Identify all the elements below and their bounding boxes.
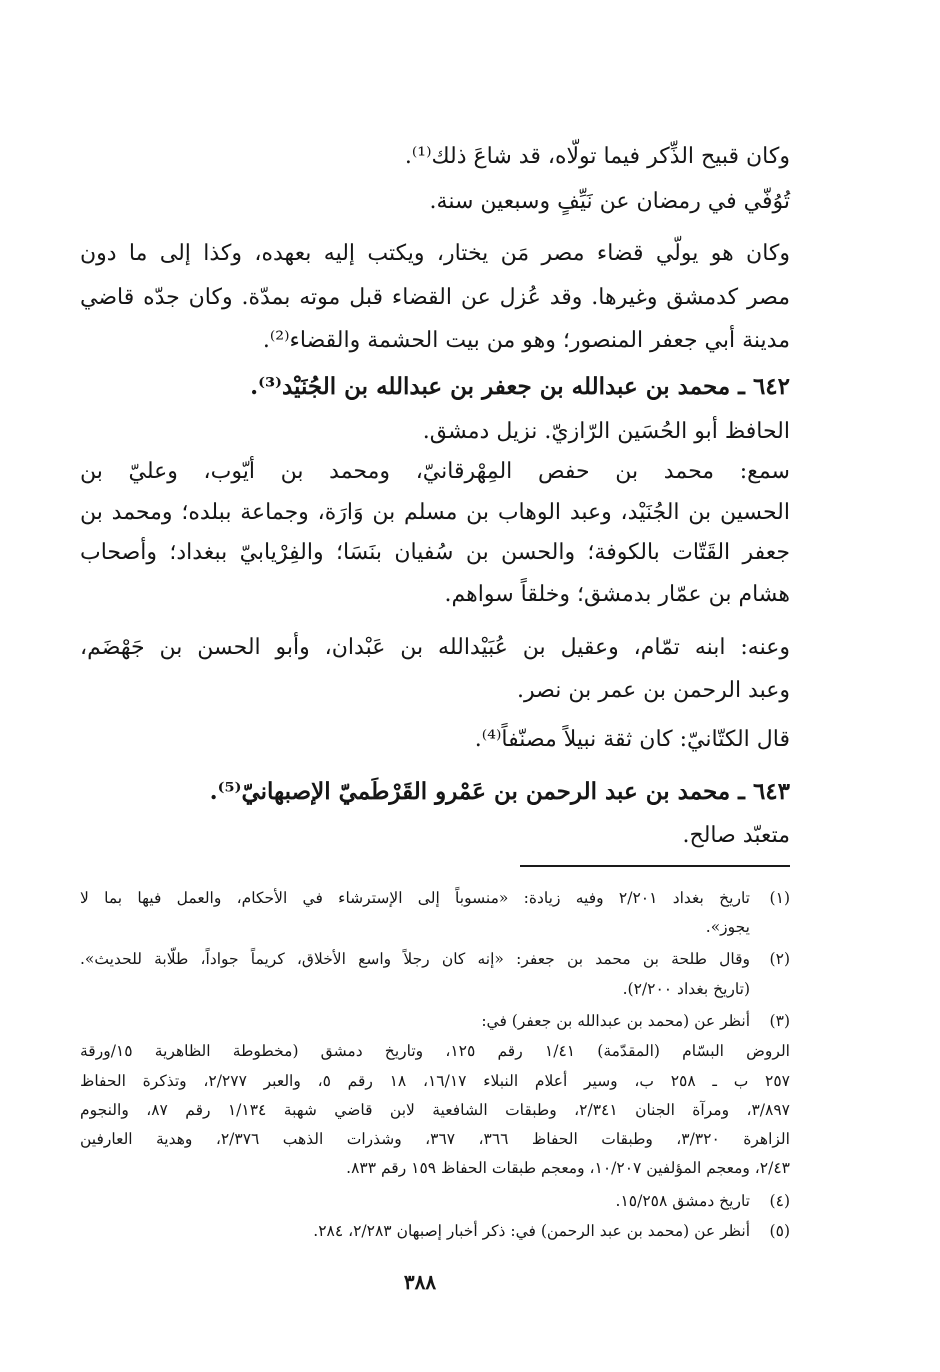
body-line: الحسين بن الجُنَيْد، وعبد الوهاب بن مسلم بن وَارَة، وجماعة ببلده؛ ومحمد بن <box>80 500 790 525</box>
footnote-line: أنظر عن (محمد بن عبد الرحمن) في: ذكر أخبار إصبهان ٢/٢٨٣، ٢٨٤. <box>313 1222 750 1240</box>
body-line: قال الكتّانيّ: كان ثقة نبيلاً مصنّفاً⁽⁴⁾. <box>474 727 790 752</box>
footnote-line: يجوز». <box>705 918 750 936</box>
footnote-line: الروض البسّام (المقدّمة) ١/٤١ رقم ١٢٥، وتاريخ دمشق (مخطوطة الظاهرية ١٥/ورقة <box>80 1042 790 1060</box>
footnote-line: وقال طلحة بن محمد بن جعفر: «إنه كان رجلاً واسع الأخلاق، كريماً جواداً، طلّابة للحديث». <box>80 950 750 968</box>
body-line: وكان قبيح الذِّكر فيما تولّاه، قد شاعَ ذلك⁽¹⁾. <box>404 144 790 169</box>
body-line: وعنه: ابنه تمّام، وعقيل بن عُبَيْدالله بن عَبْدان، وأبو الحسن بن جَهْضَم، <box>80 635 790 660</box>
footnote-line: ٣/٨٩٧، ومرآة الجنان ٢/٣٤١، وطبقات الشافعية لابن قاضي شهبة ١/١٣٤ رقم ٨٧، والنجوم <box>80 1101 790 1119</box>
body-line: متعبّد صالح. <box>682 823 790 848</box>
body-line: سمع: محمد بن حفص المِهْرقانيّ، ومحمد بن أيّوب، وعليّ بن <box>80 459 790 484</box>
footnote-line: تاريخ دمشق ١٥/٢٥٨. <box>615 1192 750 1210</box>
body-line: مصر كدمشق وغيرها. وقد عُزل عن القضاء قبل موته بمدّة. وكان جدّه قاضي <box>80 285 790 310</box>
footnote-line: تاريخ بغداد ٢/٢٠١ وفيه زيادة: «منسوباً إلى الإسترشاء في الأحكام، والعمل فيها بما لا <box>80 889 750 907</box>
page-number: ٣٨٨ <box>403 1270 437 1294</box>
footnote-line: أنظر عن (محمد بن عبدالله بن جعفر) في: <box>481 1012 750 1030</box>
footnote-number: (٢) <box>769 950 790 968</box>
body-line: الحافظ أبو الحُسَين الرّازيّ. نزيل دمشق. <box>422 419 790 444</box>
footnote-number: (٤) <box>769 1192 790 1210</box>
body-line: جعفر القَتّات بالكوفة؛ والحسن بن سُفيان بنَسَا؛ والفِرْيابيّ ببغداد؛ وأصحاب <box>80 540 790 565</box>
footnote-number: (٣) <box>769 1012 790 1030</box>
entry-heading-643: ٦٤٣ ـ محمد بن عبد الرحمن بن عَمْرو القَرْطَميّ الإصبهانيّ⁽⁵⁾. <box>209 778 790 805</box>
body-line: وعبد الرحمن بن عمر بن نصر. <box>517 678 790 703</box>
body-line: تُوُفّي في رمضان عن نَيِّفٍ وسبعين سنة. <box>429 189 790 214</box>
footnote-line: ٢٥٧ ب ـ ٢٥٨ ب، وسير أعلام النبلاء ١٦/١٧، ١٨ رقم ٥، والعبر ٢/٢٧٧، وتذكرة الحفاظ <box>80 1072 790 1090</box>
body-line: هشام بن عمّار بدمشق؛ وخلقاً سواهم. <box>444 582 790 607</box>
footnote-line: الزاهرة ٣/٣٢٠، وطبقات الحفاظ ٣٦٦، ٣٦٧، وشذرات الذهب ٢/٣٧٦، وهدية العارفين <box>80 1130 790 1148</box>
footnote-separator <box>520 865 790 867</box>
body-line: وكان هو يولّي قضاء مصر مَن يختار، ويكتب إليه بعهده، وكذا إلى ما دون <box>80 241 790 266</box>
footnote-number: (٥) <box>769 1222 790 1240</box>
body-line: مدينة أبي جعفر المنصور؛ وهو من بيت الحشمة والقضاء⁽²⁾. <box>262 328 790 353</box>
footnote-number: (١) <box>769 889 790 907</box>
footnote-line: ٢/٤٣، ومعجم المؤلفين ١٠/٢٠٧، ومعجم طبقات الحفاظ ١٥٩ رقم ٨٣٣. <box>346 1159 790 1177</box>
footnote-line: (تاريخ بغداد ٢/٢٠٠). <box>622 980 750 998</box>
entry-heading-642: ٦٤٢ ـ محمد بن عبدالله بن جعفر بن عبدالله بن الجُنَيْد⁽³⁾. <box>250 373 790 400</box>
